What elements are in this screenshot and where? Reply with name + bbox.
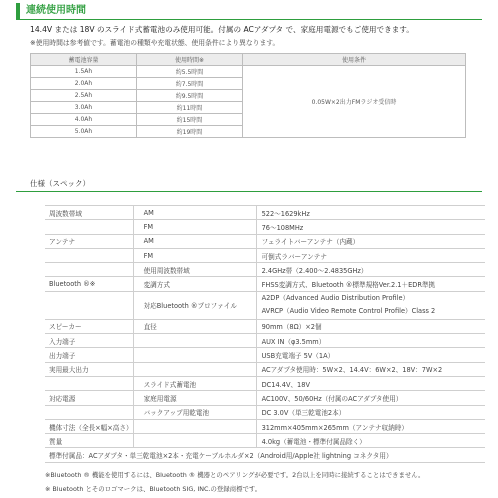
spec-value: DC 3.0V（単三乾電池2本）: [256, 405, 485, 419]
bluetooth-note: ※Bluetooth ® 機能を使用するには、Bluetooth ® 機器とのペアリングが必要です。2台以上を同時に接続することはできません。: [45, 471, 425, 479]
intro-text: 14.4V または 18V のスライド式蓄電池のみ使用可能。付属の ACアダプタ で、家庭用電源でもご使用できます。: [30, 25, 414, 34]
spec-category: 周波数帯域: [45, 206, 133, 220]
table-header-row: [31, 54, 466, 66]
spec-value-line: AVRCP（Audio Video Remote Control Profile）Class 2: [261, 307, 436, 316]
spec-category: 質量: [45, 434, 133, 448]
spec-value: AC100V、50/60Hz（付属のACアダプタ使用）: [256, 391, 485, 405]
spec-subitem: 対応Bluetooth ®プロファイル: [133, 291, 256, 319]
spec-subitem: AM: [133, 206, 256, 220]
spec-row: [45, 234, 485, 248]
column-header-time: 使用時間※: [137, 54, 243, 66]
spec-category: Bluetooth ®※: [45, 277, 133, 291]
spec-value: 可倒式ラバーアンテナ: [256, 248, 485, 262]
spec-subitem: スライド式蓄電池: [133, 376, 256, 390]
spec-value: DC14.4V、18V: [256, 376, 485, 390]
column-header-capacity: 蓄電池容量: [31, 54, 137, 66]
battery-time-table: [30, 53, 466, 138]
spec-row: [45, 448, 485, 462]
spec-value: USB充電端子 5V（1A）: [256, 348, 485, 362]
time-cell: 約15時間: [137, 114, 243, 126]
spec-value: ACアダプタ使用時：5W×2、14.4V：6W×2、18V：7W×2: [256, 362, 485, 376]
spec-value: 312mm×405mm×265mm（アンテナ収納時）: [256, 419, 485, 433]
spec-value: フェライトバーアンテナ（内蔵）: [256, 234, 485, 248]
capacity-cell: 5.0Ah: [31, 126, 137, 138]
capacity-cell: 4.0Ah: [31, 114, 137, 126]
spec-row: [45, 419, 485, 433]
spec-title: 仕様（スペック）: [30, 179, 90, 188]
spec-category: 対応電源: [45, 391, 133, 405]
spec-subitem: 使用周波数帯域: [133, 263, 256, 277]
spec-table: [45, 205, 485, 463]
spec-category: [45, 248, 133, 262]
spec-row: [45, 277, 485, 291]
spec-subitem: AM: [133, 234, 256, 248]
table-row: [31, 66, 466, 78]
spec-subitem: [133, 434, 256, 448]
capacity-cell: 1.5Ah: [31, 66, 137, 78]
spec-row: [45, 348, 485, 362]
standard-accessories: 標準付属品：ACアダプタ・単三乾電池×2本・充電ケーブルホルダ×2（Android用/Apple社 lightning コネクタ用）: [45, 448, 485, 462]
spec-row: [45, 391, 485, 405]
spec-row: [45, 376, 485, 390]
spec-value: 2.4GHz帯（2.400～2.4835GHz）: [256, 263, 485, 277]
spec-row: [45, 206, 485, 220]
spec-subitem: 家庭用電源: [133, 391, 256, 405]
spec-row: [45, 220, 485, 234]
spec-row: [45, 405, 485, 419]
spec-subitem: [133, 334, 256, 348]
spec-subitem: FM: [133, 248, 256, 262]
section-divider: [16, 19, 482, 20]
capacity-cell: 2.0Ah: [31, 78, 137, 90]
section-title: 連続使用時間: [26, 5, 86, 16]
spec-row: [45, 319, 485, 333]
spec-category: [45, 291, 133, 319]
spec-row: [45, 434, 485, 448]
spec-value: AUX IN（φ3.5mm）: [256, 334, 485, 348]
spec-category: [45, 220, 133, 234]
spec-category: [45, 263, 133, 277]
spec-category: 出力端子: [45, 348, 133, 362]
column-header-condition: 使用条件: [243, 54, 466, 66]
spec-subitem: [133, 348, 256, 362]
spec-row: [45, 334, 485, 348]
trademark-note: ※ Bluetooth とそのロゴマークは、Bluetooth SIG, INC.の登録商標です。: [45, 485, 262, 493]
spec-category: アンテナ: [45, 234, 133, 248]
time-cell: 約11時間: [137, 102, 243, 114]
spec-subitem: [133, 419, 256, 433]
spec-category: [45, 376, 133, 390]
spec-subitem: 直径: [133, 319, 256, 333]
time-cell: 約19時間: [137, 126, 243, 138]
spec-category: 機体寸法（全長×幅×高さ）: [45, 419, 133, 433]
spec-value: 4.0kg（蓄電池・標準付属品除く）: [256, 434, 485, 448]
capacity-cell: 2.5Ah: [31, 90, 137, 102]
spec-row: [45, 362, 485, 376]
capacity-cell: 3.0Ah: [31, 102, 137, 114]
time-cell: 約5.5時間: [137, 66, 243, 78]
spec-value: 522～1629kHz: [256, 206, 485, 220]
spec-subitem: [133, 362, 256, 376]
spec-category: [45, 405, 133, 419]
spec-value: 76～108MHz: [256, 220, 485, 234]
spec-divider: [16, 191, 482, 192]
condition-cell: 0.05W×2出力FMラジオ受信時: [243, 66, 466, 138]
spec-row: [45, 248, 485, 262]
section-marker: [16, 3, 20, 19]
time-cell: 約9.5時間: [137, 90, 243, 102]
time-cell: 約7.5時間: [137, 78, 243, 90]
intro-note: ※使用時間は参考値です。蓄電池の種類や充電状態、使用条件により異なります。: [30, 39, 280, 47]
spec-category: 入力端子: [45, 334, 133, 348]
spec-value: FHSS変調方式、Bluetooth ®標準規格Ver.2.1＋EDR準拠: [256, 277, 485, 291]
spec-subitem: バックアップ用乾電池: [133, 405, 256, 419]
spec-row: [45, 291, 485, 319]
spec-subitem: FM: [133, 220, 256, 234]
spec-category: 実用最大出力: [45, 362, 133, 376]
spec-category: スピーカー: [45, 319, 133, 333]
spec-value: 90mm（8Ω）×2個: [256, 319, 485, 333]
spec-row: [45, 263, 485, 277]
spec-value-line: A2DP（Advanced Audio Distribution Profile）: [261, 294, 410, 303]
spec-subitem: 変調方式: [133, 277, 256, 291]
spec-value: [256, 291, 485, 319]
